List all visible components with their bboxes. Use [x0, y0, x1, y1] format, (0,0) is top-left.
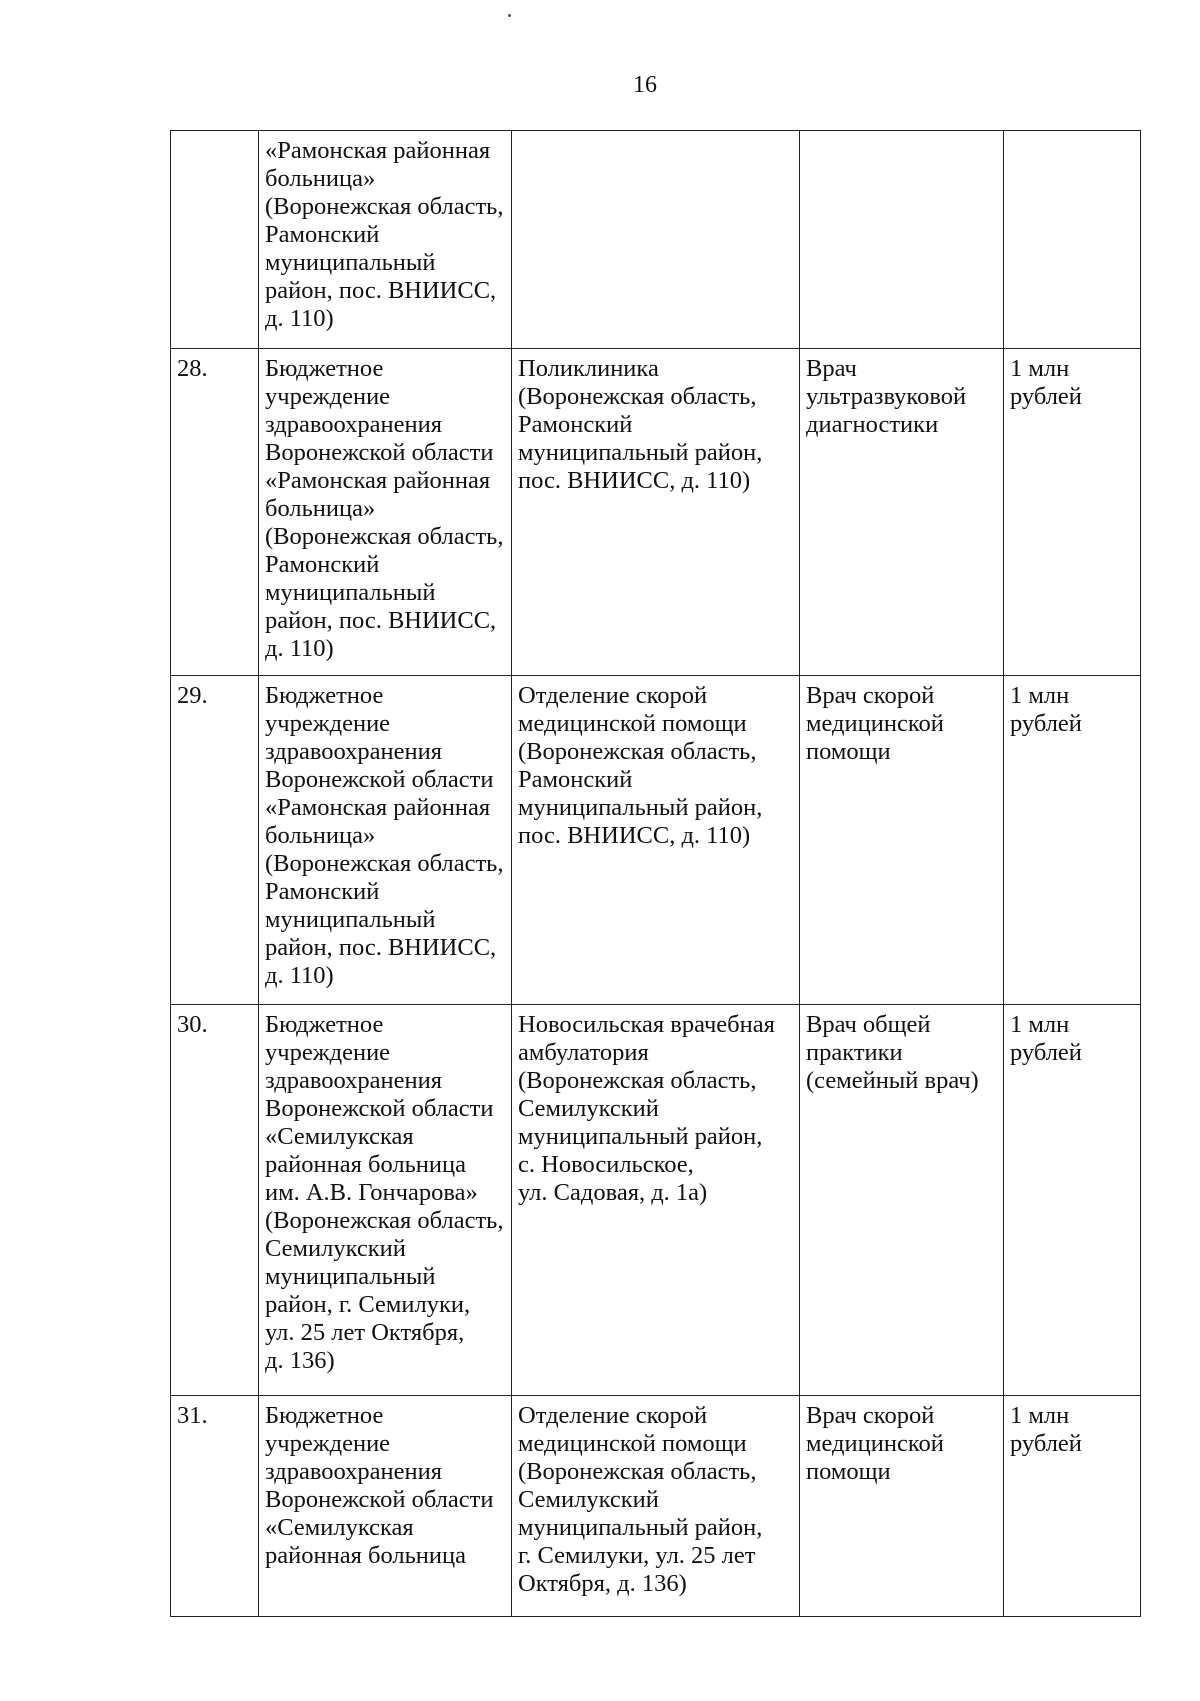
institution-cell [259, 1005, 512, 1396]
institution-text: Бюджетное учреждение здравоохранения Воронежской области «Семилукская районная больница [265, 1402, 494, 1569]
amount-cell [1004, 349, 1141, 676]
position-cell [800, 1396, 1004, 1617]
amount-cell [1004, 131, 1141, 349]
row-number-cell [171, 676, 259, 1005]
subdivision-cell [512, 676, 800, 1005]
table-row [171, 131, 1141, 349]
row-number: 31. [177, 1402, 208, 1429]
row-number-cell [171, 1005, 259, 1396]
amount-text: 1 млн рублей [1010, 1402, 1082, 1457]
subdivision-cell [512, 349, 800, 676]
subdivision-cell [512, 1396, 800, 1617]
position-text: Врач общей практики (семейный врач) [806, 1011, 979, 1094]
subdivision-cell [512, 131, 800, 349]
institution-cell [259, 349, 512, 676]
row-number-cell [171, 131, 259, 349]
subdivision-text: Поликлиника (Воронежская область, Рамонский муниципальный район, пос. ВНИИСС, д. 110) [518, 355, 763, 494]
position-cell [800, 1005, 1004, 1396]
amount-cell [1004, 1396, 1141, 1617]
institution-text: Бюджетное учреждение здравоохранения Воронежской области «Рамонская районная больница» (Воронежская область, Рамонский муниципальный район, пос. ВНИИСС, д. 110) [265, 355, 504, 662]
position-cell [800, 676, 1004, 1005]
page-number: 16 [633, 72, 657, 98]
position-text: Врач ультразвуковой диагностики [806, 355, 967, 438]
institution-text: Бюджетное учреждение здравоохранения Воронежской области «Рамонская районная больница» (Воронежская область, Рамонский муниципальный район, пос. ВНИИСС, д. 110) [265, 682, 504, 989]
amount-cell [1004, 676, 1141, 1005]
table-row [171, 1396, 1141, 1617]
position-cell [800, 131, 1004, 349]
medical-positions-table [170, 130, 1141, 1617]
subdivision-cell [512, 1005, 800, 1396]
amount-cell [1004, 1005, 1141, 1396]
institution-cell [259, 676, 512, 1005]
position-cell [800, 349, 1004, 676]
scan-speck [508, 14, 511, 17]
amount-text: 1 млн рублей [1010, 355, 1082, 410]
institution-cell [259, 131, 512, 349]
subdivision-text: Новосильская врачебная амбулатория (Воронежская область, Семилукский муниципальный район, с. Новосильское, ул. Садовая, д. 1а) [518, 1011, 775, 1206]
amount-text: 1 млн рублей [1010, 682, 1082, 737]
subdivision-text: Отделение скорой медицинской помощи (Воронежская область, Семилукский муниципальный район, г. Семилуки, ул. 25 лет Октября, д. 136) [518, 1402, 763, 1597]
institution-cell [259, 1396, 512, 1617]
amount-text: 1 млн рублей [1010, 1011, 1082, 1066]
institution-text: «Рамонская районная больница» (Воронежская область, Рамонский муниципальный район, пос. ВНИИСС, д. 110) [265, 137, 504, 332]
subdivision-text: Отделение скорой медицинской помощи (Воронежская область, Рамонский муниципальный район, пос. ВНИИСС, д. 110) [518, 682, 763, 849]
row-number: 30. [177, 1011, 208, 1038]
table-row [171, 349, 1141, 676]
table-row [171, 1005, 1141, 1396]
row-number: 29. [177, 682, 208, 709]
row-number-cell [171, 1396, 259, 1617]
row-number-cell [171, 349, 259, 676]
table-row [171, 676, 1141, 1005]
institution-text: Бюджетное учреждение здравоохранения Воронежской области «Семилукская районная больница им. А.В. Гончарова» (Воронежская область, Семилукский муниципальный район, г. Семилуки, ул. 25 лет Октября, д. 136) [265, 1011, 504, 1374]
position-text: Врач скорой медицинской помощи [806, 682, 944, 765]
row-number: 28. [177, 355, 208, 382]
position-text: Врач скорой медицинской помощи [806, 1402, 944, 1485]
